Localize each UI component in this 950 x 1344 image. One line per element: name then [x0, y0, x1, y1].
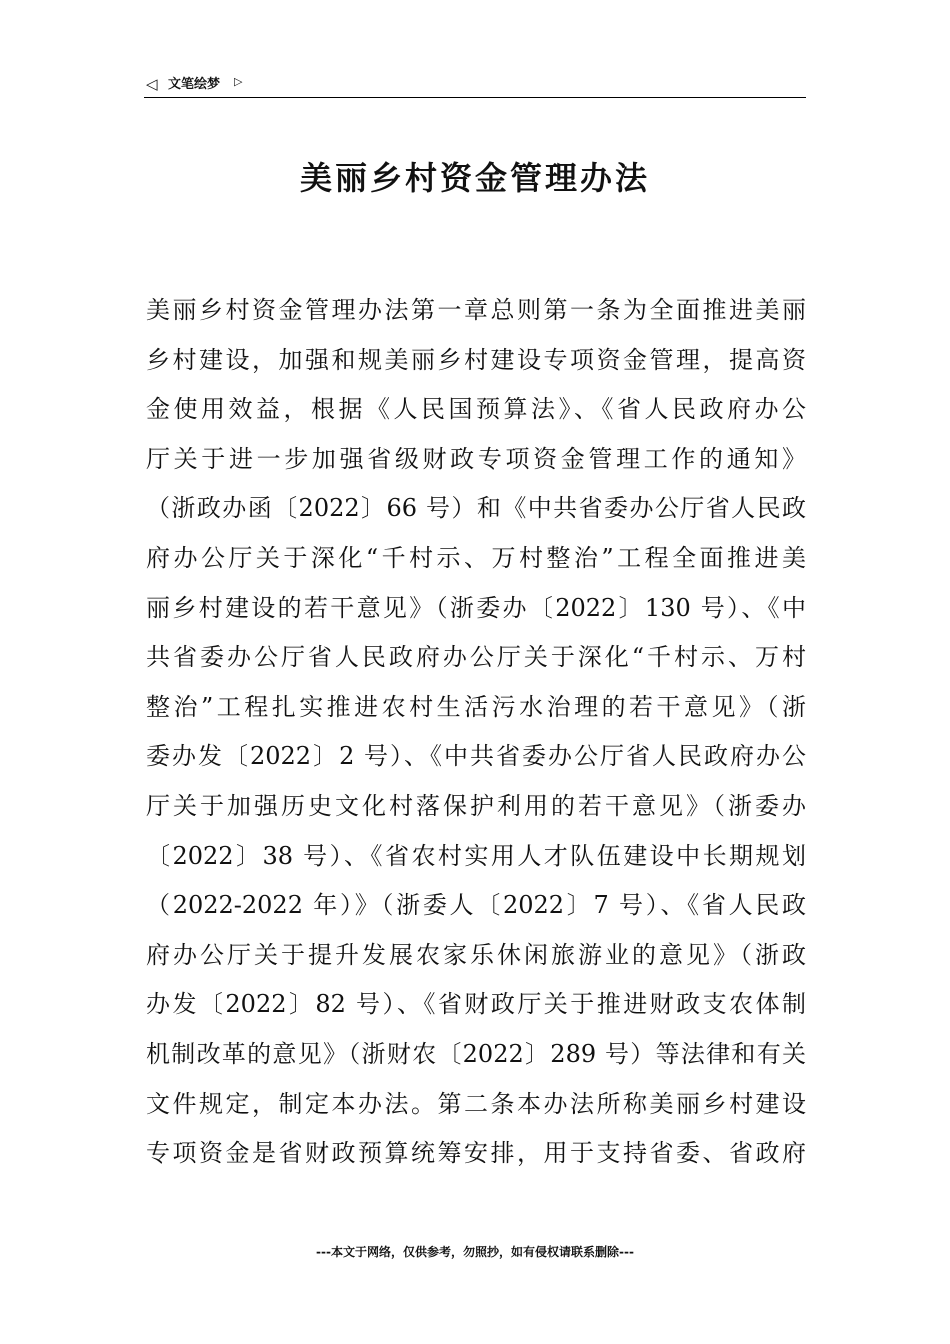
- document-title: 美丽乡村资金管理办法: [299, 159, 650, 197]
- body-line: 〔2022〕38 号）、《省农村实用人才队伍建设中长期规划: [146, 841, 806, 870]
- footer-disclaimer: ---本文于网络，仅供参考，勿照抄，如有侵权请联系删除---: [316, 1245, 634, 1259]
- document-body: [146, 286, 806, 1179]
- body-line: 厅关于进一步加强省级财政专项资金管理工作的通知》: [146, 444, 806, 473]
- body-line: 整治”工程扎实推进农村生活污水治理的若干意见》（浙: [146, 692, 806, 721]
- right-triangle-icon: ▷: [234, 75, 243, 88]
- body-line: 美丽乡村资金管理办法第一章总则第一条为全面推进美丽: [146, 296, 806, 324]
- body-line: （浙政办函〔2022〕66 号）和《中共省委办公厅省人民政: [146, 494, 806, 523]
- page-header: [146, 74, 806, 96]
- body-line: 金使用效益，根据《人民国预算法》、《省人民政府办公: [146, 395, 806, 424]
- header-brand: 文笔绘梦: [168, 77, 221, 92]
- body-line: 办发〔2022〕82 号）、《省财政厅关于推进财政支农体制: [146, 990, 806, 1019]
- body-line: 厅关于加强历史文化村落保护利用的若干意见》（浙委办: [146, 791, 806, 820]
- body-line: 府办公厅关于提升发展农家乐休闲旅游业的意见》（浙政: [146, 940, 806, 969]
- body-line: 府办公厅关于深化“千村示、万村整治”工程全面推进美: [146, 543, 806, 572]
- left-triangle-icon: ◁: [146, 75, 158, 93]
- body-line: 共省委办公厅省人民政府办公厅关于深化“千村示、万村: [146, 643, 806, 672]
- body-line: 机制改革的意见》（浙财农〔2022〕289 号）等法律和有关: [146, 1039, 806, 1068]
- body-line: 丽乡村建设的若干意见》（浙委办〔2022〕130 号）、《中: [146, 593, 806, 622]
- body-line: 文件规定，制定本办法。第二条本办法所称美丽乡村建设: [146, 1089, 806, 1118]
- body-line: 委办发〔2022〕2 号）、《中共省委办公厅省人民政府办公: [146, 742, 806, 771]
- body-line: 专项资金是省财政预算统筹安排，用于支持省委、省政府: [146, 1139, 806, 1168]
- header-rule: [144, 97, 806, 98]
- body-line: （2022-2022 年）》（浙委人〔2022〕7 号）、《省人民政: [146, 891, 806, 920]
- body-line: 乡村建设，加强和规美丽乡村建设专项资金管理，提高资: [146, 345, 806, 374]
